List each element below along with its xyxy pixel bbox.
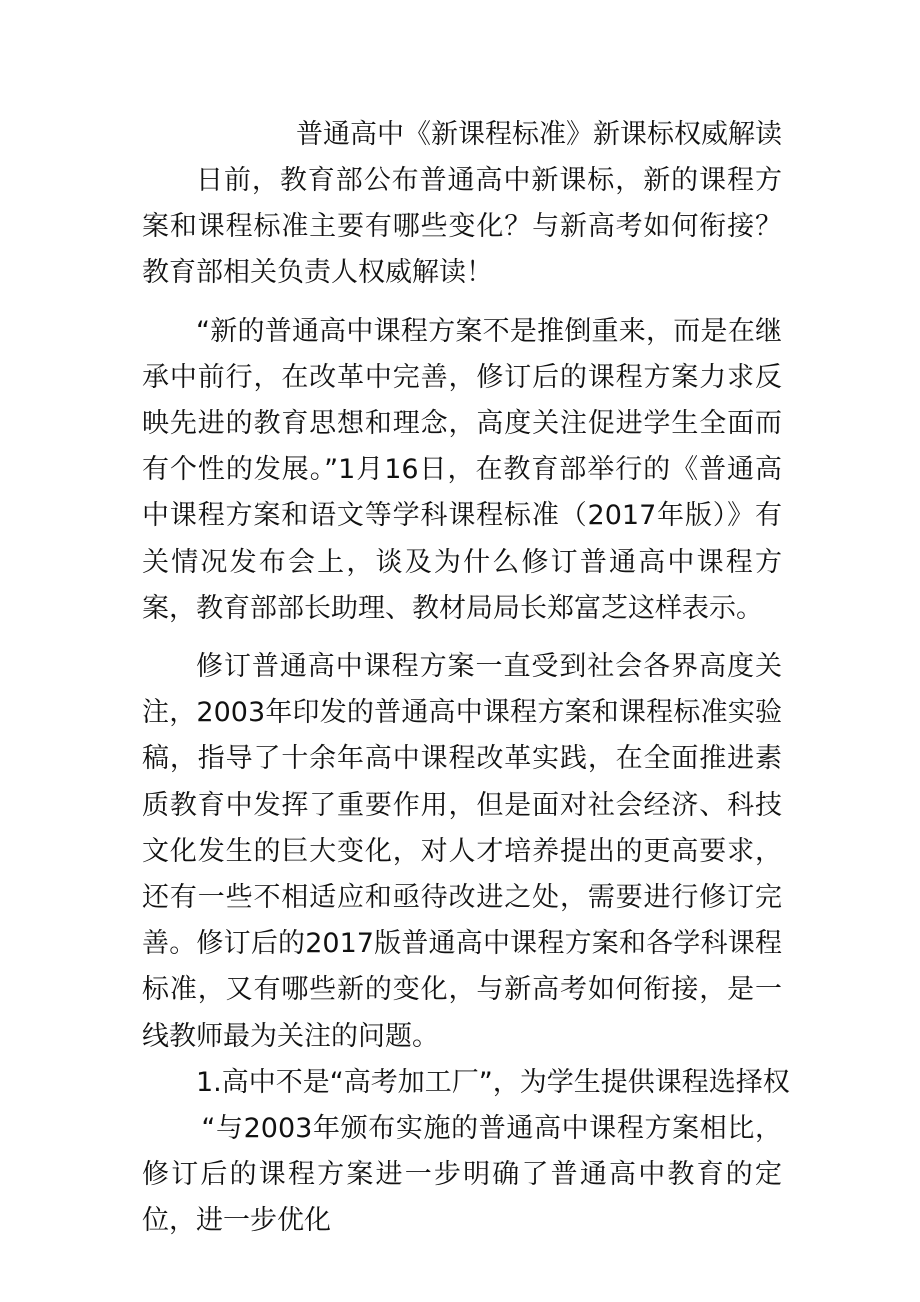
section-heading: 1.高中不是“高考加工厂”，为学生提供课程选择权 <box>196 1066 790 1098</box>
document-title: 普通高中《新课程标准》新课标权威解读 <box>296 119 782 150</box>
quote-paragraph: “新的普通高中课程方案不是推倒重来，而是在继承中前行，在改革中完善，修订后的课程方案力求反映先进的教育思想和理念，高度关注促进学生全面而有个性的发展。”1月16日，在教育部举行的《普通高中课程方案和语文等学科课程标准（2017年版）》有关情况发布会上，谈及为什么修订普通高中课程方案，教育部部长助理、教材局局长郑富芝这样表示。 <box>142 315 782 624</box>
intro-paragraph: 日前，教育部公布普通高中新课标，新的课程方案和课程标准主要有哪些变化？与新高考如何衔接？教育部相关负责人权威解读！ <box>142 165 782 289</box>
section-paragraph: “与2003年颁布实施的普通高中课程方案相比，修订后的课程方案进一步明确了普通高中教育的定位，进一步优化 <box>142 1113 782 1237</box>
background-paragraph: 修订普通高中课程方案一直受到社会各界高度关注，2003年印发的普通高中课程方案和课程标准实验稿，指导了十余年高中课程改革实践，在全面推进素质教育中发挥了重要作用，但是面对社会经济、科技文化发生的巨大变化，对人才培养提出的更高要求，还有一些不相适应和亟待改进之处，需要进行修订完善。修订后的2017版普通高中课程方案和各学科课程标准，又有哪些新的变化，与新高考如何衔接，是一线教师最为关注的问题。 <box>142 651 782 1052</box>
